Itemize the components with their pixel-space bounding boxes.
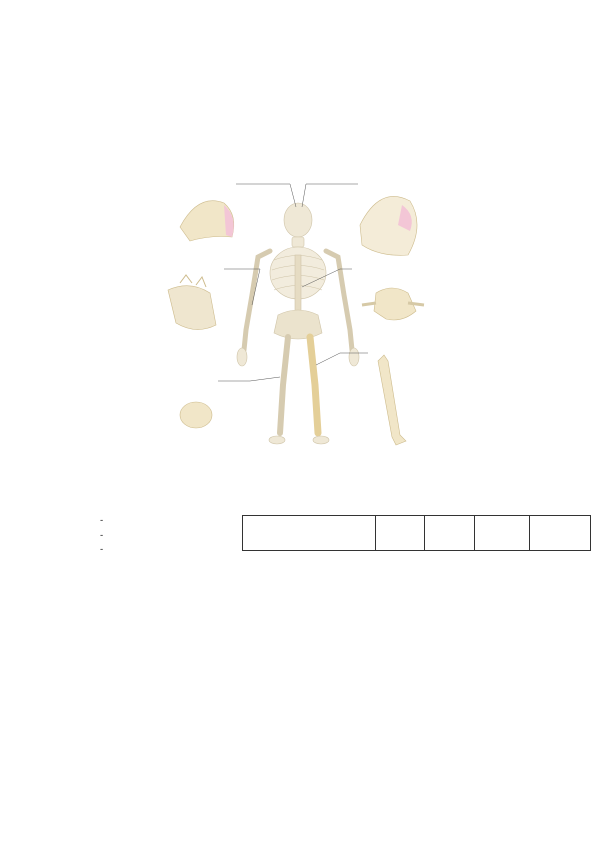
header-young-modulus — [375, 516, 425, 551]
properties-list — [100, 514, 230, 558]
skeleton — [237, 203, 359, 444]
properties-table — [242, 515, 591, 551]
header-yield-limit — [425, 516, 475, 551]
list-item — [100, 529, 230, 544]
sesamoid-bone-inset — [180, 402, 212, 428]
header-compressive-strength — [529, 516, 590, 551]
list-item — [100, 514, 230, 529]
long-bone-inset — [378, 355, 406, 445]
list-item — [100, 543, 230, 558]
bone-types-figure — [140, 165, 470, 460]
sutural-bone-inset — [360, 196, 417, 255]
bullet-dash: - — [100, 544, 104, 556]
header-tensile-strength — [474, 516, 529, 551]
header-substance — [243, 516, 376, 551]
table-header-row — [243, 516, 591, 551]
bullet-dash: - — [100, 529, 104, 541]
bullet-dash: - — [100, 515, 104, 526]
short-bone-inset — [168, 275, 216, 330]
flat-bone-inset — [180, 201, 234, 241]
irregular-bone-inset — [362, 288, 424, 320]
